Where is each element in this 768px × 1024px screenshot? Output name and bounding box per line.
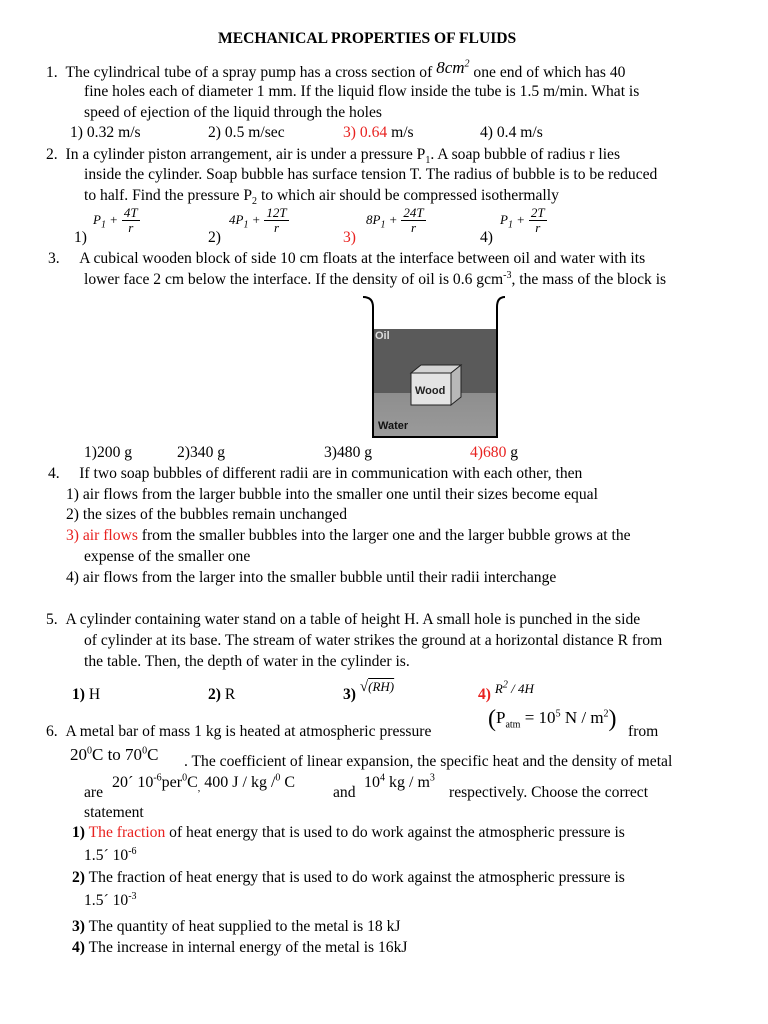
page-title: MECHANICAL PROPERTIES OF FLUIDS <box>218 30 517 47</box>
q2-option-2-expr: $4P_1$ + $\frac{12T}{r}$ <box>229 205 287 235</box>
q1-option-1: 1) 0.32 m/s <box>70 124 141 141</box>
q6-option-4: 4) The increase in internal energy of the metal is 16kJ <box>72 939 408 956</box>
q6-option-1-value: 1.5´ $10^{-6}$ <box>84 845 137 864</box>
question-6-line-1: 6. A metal bar of mass 1 kg is heated at atmospheric pressure <box>46 723 432 740</box>
q5-option-4: 4) $^{R^2 / 4H}$ <box>478 679 534 703</box>
q3-option-2: 2)340 g <box>177 444 226 461</box>
q6-option-2-value: 1.5´ $10^{-3}$ <box>84 890 137 909</box>
q6-option-3: 3) The quantity of heat supplied to the metal is 18 kJ <box>72 918 401 935</box>
question-6-line-4: statement <box>84 804 144 821</box>
q2-option-1-label: 1) <box>74 229 87 246</box>
q5-option-3: 3) √(RH) <box>343 679 395 703</box>
question-6-from: from <box>628 723 659 740</box>
water-label: Water <box>378 420 409 432</box>
oil-water-beaker-figure <box>345 293 505 441</box>
q2-option-3-expr: $8P_1$ + $\frac{24T}{r}$ <box>366 205 424 235</box>
atmospheric-pressure-expr: ($P_{atm} = 10^5$ N / $m^2$) <box>488 706 617 733</box>
wood-label: Wood <box>415 385 446 397</box>
oil-label: Oil <box>375 330 390 342</box>
question-6-and: and <box>333 784 356 801</box>
question-2-line-1: 2. In a cylinder piston arrangement, air is under a pressure $P_1$. A soap bubble of radius r lies <box>46 146 621 167</box>
question-5-line-2: of cylinder at its base. The stream of water strikes the ground at a horizontal distance R from <box>84 632 663 649</box>
question-6-line-3: respectively. Choose the correct <box>449 784 649 801</box>
q4-option-4: 4) air flows from the larger into the smaller bubble until their radii interchange <box>66 569 557 586</box>
question-4-line-1: 4. If two soap bubbles of different radii are in communication with each other, then <box>48 465 583 482</box>
q1-option-2: 2) 0.5 m/sec <box>208 124 285 141</box>
question-1-line-2: fine holes each of diameter 1 mm. If the liquid flow inside the tube is 1.5 m/min. What is <box>84 83 640 100</box>
question-5-line-1: 5. A cylinder containing water stand on a table of height H. A small hole is punched in the side <box>46 611 641 628</box>
q2-option-3-label: 3) <box>343 229 356 246</box>
q1-option-3: 3) 0.64 m/s <box>343 124 414 141</box>
question-6-are: are <box>84 784 104 801</box>
question-2-line-2: inside the cylinder. Soap bubble has surface tension T. The radius of bubble is to be reduced <box>84 166 658 183</box>
q3-option-3: 3)480 g <box>324 444 373 461</box>
q2-option-2-label: 2) <box>208 229 221 246</box>
question-5-line-3: the table. Then, the depth of water in the cylinder is. <box>84 653 410 670</box>
q5-option-2: 2) R <box>208 686 236 703</box>
q1-option-4: 4) 0.4 m/s <box>480 124 543 141</box>
coefficient-expr: 20´ $10^{-6}per^0C_,$ 400 J / kg /$^0$ C <box>112 772 296 795</box>
q6-option-2: 2) The fraction of heat energy that is used to do work against the atmospheric pressure is <box>72 869 625 886</box>
temperature-range: $20^0C$ to $70^0C$ <box>70 745 159 764</box>
q3-option-4: 4)680 g <box>470 444 519 461</box>
q2-option-4-label: 4) <box>480 229 493 246</box>
question-1-line-1: 1. The cylindrical tube of a spray pump has a cross section of $8cm^2$ one end of which has 40 <box>46 58 626 81</box>
q5-option-1: 1) H <box>72 686 101 703</box>
q6-option-1: 1) The fraction of heat energy that is used to do work against the atmospheric pressure is <box>72 824 625 841</box>
question-1-line-3: speed of ejection of the liquid through the holes <box>84 104 382 121</box>
q4-option-3-line-2: expense of the smaller one <box>84 548 251 565</box>
q2-option-4-expr: $P_1$ + $\frac{2T}{r}$ <box>500 205 545 235</box>
question-2-line-3: to half. Find the pressure $P_2$ to which air should be compressed isothermally <box>84 187 559 208</box>
q4-option-1: 1) air flows from the larger bubble into the smaller one until their sizes become equal <box>66 486 598 503</box>
q4-option-3: 3) air flows from the smaller bubbles into the larger one and the larger bubble grows at the <box>66 527 631 544</box>
question-3-line-2: lower face 2 cm below the interface. If the density of oil is 0.6 gcm$^{-3}$, the mass of the block is <box>84 269 667 288</box>
density-expr: $10^4$ kg / $m^3$ <box>364 772 435 791</box>
question-3-line-1: 3. A cubical wooden block of side 10 cm floats at the interface between oil and water with its <box>48 250 646 267</box>
q3-option-1: 1)200 g <box>84 444 133 461</box>
question-6-line-2: . The coefficient of linear expansion, the specific heat and the density of metal <box>184 753 673 770</box>
q4-option-2: 2) the sizes of the bubbles remain unchanged <box>66 506 348 523</box>
q2-option-1-expr: $P_1$ + $\frac{4T}{r}$ <box>93 205 138 235</box>
